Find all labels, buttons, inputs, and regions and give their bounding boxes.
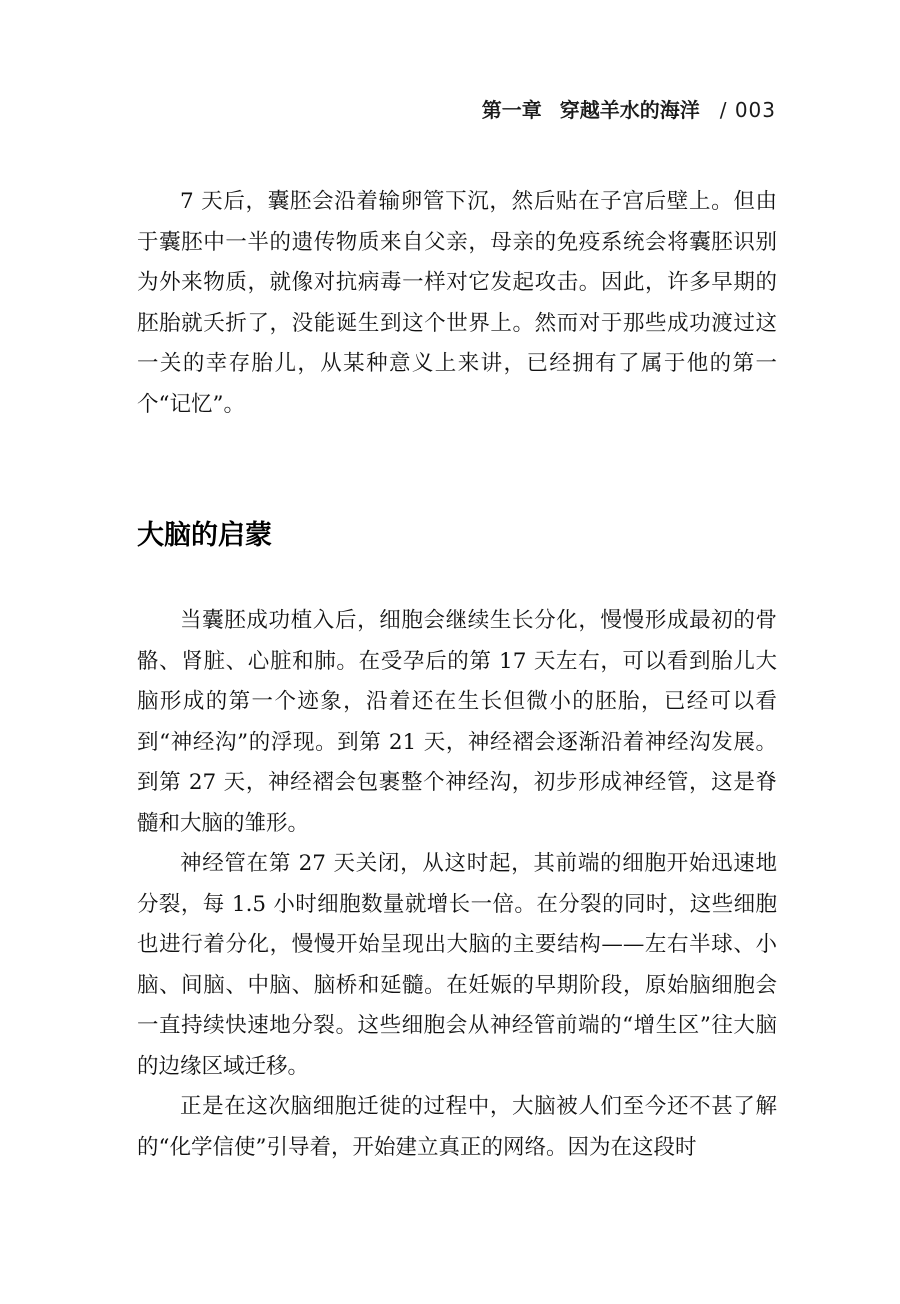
chapter-label: 第一章 [481, 98, 542, 122]
body-text-section [137, 601, 777, 1168]
paragraph: 7 天后，囊胚会沿着输卵管下沉，然后贴在子宫后壁上。但由于囊胚中一半的遗传物质来自父亲，母亲的免疫系统会将囊胚识别为外来物质，就像对抗病毒一样对它发起攻击。因此，许多早期的胚胎就夭折了，没能诞生到这个世界上。然而对于那些成功渡过这一关的幸存胎儿，从某种意义上来讲，已经拥有了属于他的第一个“记忆”。 [137, 189, 777, 417]
chapter-title: 穿越羊水的海洋 [559, 98, 700, 122]
running-header [482, 96, 776, 124]
section-heading: 大脑的启蒙 [137, 520, 272, 551]
paragraph: 当囊胚成功植入后，细胞会继续生长分化，慢慢形成最初的骨骼、肾脏、心脏和肺。在受孕后的第 17 天左右，可以看到胎儿大脑形成的第一个迹象，沿着还在生长但微小的胚胎，已经可以看到“神经沟”的浮现。到第 21 天，神经褶会逐渐沿着神经沟发展。到第 27 天，神经褶会包裹整个神经沟，初步形成神经管，这是脊髓和大脑的雏形。 [137, 608, 777, 836]
paragraph: 神经管在第 27 天关闭，从这时起，其前端的细胞开始迅速地分裂，每 1.5 小时细胞数量就增长一倍。在分裂的同时，这些细胞也进行着分化，慢慢开始呈现出大脑的主要结构——左右半球、小脑、间脑、中脑、脑桥和延髓。在妊娠的早期阶段，原始脑细胞会一直持续快速地分裂。这些细胞会从神经管前端的“增生区”往大脑的边缘区域迁移。 [137, 851, 777, 1079]
body-text-top [137, 182, 777, 425]
paragraph: 正是在这次脑细胞迁徙的过程中，大脑被人们至今还不甚了解的“化学信使”引导着，开始建立真正的网络。因为在这段时 [137, 1094, 777, 1160]
page-number: / 003 [719, 98, 776, 122]
